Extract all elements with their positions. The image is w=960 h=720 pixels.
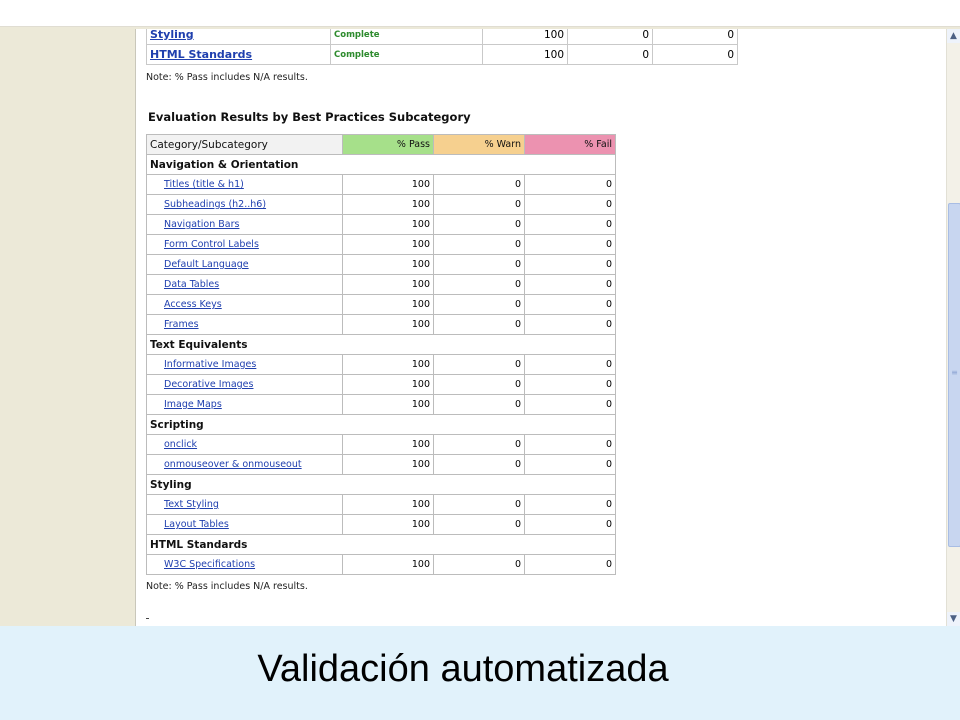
warn-value: 0 <box>434 235 525 255</box>
warn-value: 0 <box>434 435 525 455</box>
summary-category-cell <box>147 29 331 45</box>
subcategory-cell <box>147 175 343 195</box>
category-label: Text Equivalents <box>147 335 616 355</box>
report-content <box>136 29 946 626</box>
subcategory-cell <box>147 395 343 415</box>
fail-value: 0 <box>525 255 616 275</box>
pass-value: 100 <box>343 315 434 335</box>
scroll-down-arrow-icon[interactable]: ▼ <box>947 612 960 626</box>
pass-value: 100 <box>343 175 434 195</box>
header-warn: % Warn <box>434 135 525 155</box>
vertical-scrollbar[interactable] <box>946 29 960 626</box>
subcategory-cell <box>147 355 343 375</box>
pass-value: 100 <box>343 275 434 295</box>
fail-value: 0 <box>525 275 616 295</box>
fail-value: 0 <box>525 355 616 375</box>
subcategory-link[interactable]: Text Styling <box>164 499 219 510</box>
table-row <box>147 455 616 475</box>
section-heading: Evaluation Results by Best Practices Subcategory <box>148 110 471 124</box>
fail-value: 0 <box>525 195 616 215</box>
subcategory-cell <box>147 215 343 235</box>
warn-value: 0 <box>434 395 525 415</box>
warn-value: 0 <box>434 195 525 215</box>
pass-value: 100 <box>343 235 434 255</box>
subcategory-link[interactable]: Titles (title & h1) <box>164 179 244 190</box>
fail-value: 0 <box>525 495 616 515</box>
subcategory-link[interactable]: Informative Images <box>164 359 257 370</box>
fail-value: 0 <box>525 295 616 315</box>
subcategory-cell <box>147 515 343 535</box>
scroll-grip-icon: ≡ <box>951 368 958 377</box>
slide-caption-band <box>0 626 960 720</box>
pass-note: Note: % Pass includes N/A results. <box>146 72 308 83</box>
summary-row <box>147 29 738 45</box>
pass-value: 100 <box>343 195 434 215</box>
category-row <box>147 475 616 495</box>
category-label: Scripting <box>147 415 616 435</box>
subcategory-link[interactable]: Data Tables <box>164 279 220 290</box>
fail-value: 0 <box>525 315 616 335</box>
subcategory-cell <box>147 555 343 575</box>
pass-value: 100 <box>343 215 434 235</box>
slide-caption: Validación automatizada <box>257 648 669 690</box>
warn-value: 0 <box>434 375 525 395</box>
subcategory-cell <box>147 435 343 455</box>
category-row <box>147 335 616 355</box>
category-row <box>147 155 616 175</box>
table-row <box>147 215 616 235</box>
fail-value: 0 <box>525 235 616 255</box>
warn-value: 0 <box>434 555 525 575</box>
subcategory-link[interactable]: Access Keys <box>164 299 222 310</box>
summary-fail-value: 0 <box>653 29 738 45</box>
pass-value: 100 <box>343 515 434 535</box>
warn-value: 0 <box>434 515 525 535</box>
pass-value: 100 <box>343 435 434 455</box>
summary-table <box>146 29 738 65</box>
summary-row <box>147 45 738 65</box>
pass-value: 100 <box>343 495 434 515</box>
fail-value: 0 <box>525 515 616 535</box>
subcategory-link[interactable]: Layout Tables <box>164 519 229 530</box>
subcategory-link[interactable]: Subheadings (h2..h6) <box>164 199 267 210</box>
subcategory-cell <box>147 295 343 315</box>
warn-value: 0 <box>434 455 525 475</box>
table-row <box>147 235 616 255</box>
left-frame <box>0 29 136 626</box>
results-table <box>146 134 616 575</box>
category-row <box>147 535 616 555</box>
subcategory-cell <box>147 255 343 275</box>
warn-value: 0 <box>434 215 525 235</box>
table-row <box>147 495 616 515</box>
subcategory-link[interactable]: onmouseover & onmouseout <box>164 459 302 470</box>
table-row <box>147 295 616 315</box>
table-row <box>147 315 616 335</box>
subcategory-cell <box>147 495 343 515</box>
pass-value: 100 <box>343 375 434 395</box>
subcategory-cell <box>147 195 343 215</box>
warn-value: 0 <box>434 275 525 295</box>
category-label: Navigation & Orientation <box>147 155 616 175</box>
fail-value: 0 <box>525 395 616 415</box>
warn-value: 0 <box>434 175 525 195</box>
pass-note-bottom: Note: % Pass includes N/A results. <box>146 581 308 592</box>
summary-category-link[interactable]: HTML Standards <box>150 48 253 61</box>
table-row <box>147 375 616 395</box>
pass-value: 100 <box>343 295 434 315</box>
subcategory-link[interactable]: Image Maps <box>164 399 222 410</box>
table-header-row <box>147 135 616 155</box>
summary-warn-value: 0 <box>568 45 653 65</box>
pass-value: 100 <box>343 255 434 275</box>
warn-value: 0 <box>434 495 525 515</box>
table-row <box>147 255 616 275</box>
fail-value: 0 <box>525 455 616 475</box>
table-row <box>147 555 616 575</box>
category-label: Styling <box>147 475 616 495</box>
warn-value: 0 <box>434 255 525 275</box>
subcategory-link[interactable]: Frames <box>164 319 199 330</box>
table-row <box>147 395 616 415</box>
table-row <box>147 435 616 455</box>
subcategory-link[interactable]: Navigation Bars <box>164 219 240 230</box>
warn-value: 0 <box>434 355 525 375</box>
subcategory-link[interactable]: onclick <box>164 439 198 450</box>
subcategory-cell <box>147 455 343 475</box>
fail-value: 0 <box>525 175 616 195</box>
category-row <box>147 415 616 435</box>
subcategory-cell <box>147 315 343 335</box>
pass-value: 100 <box>343 395 434 415</box>
toolbar-strip <box>0 0 960 27</box>
scroll-up-arrow-icon[interactable]: ▲ <box>947 29 960 43</box>
table-row <box>147 175 616 195</box>
fail-value: 0 <box>525 435 616 455</box>
subcategory-link[interactable]: Default Language <box>164 259 249 270</box>
status-badge: Complete <box>331 45 483 65</box>
subcategory-cell <box>147 235 343 255</box>
header-category: Category/Subcategory <box>147 135 343 155</box>
fail-value: 0 <box>525 375 616 395</box>
header-fail: % Fail <box>525 135 616 155</box>
warn-value: 0 <box>434 315 525 335</box>
scroll-thumb[interactable] <box>948 203 960 547</box>
summary-pass-value: 100 <box>483 29 568 45</box>
warn-value: 0 <box>434 295 525 315</box>
pass-value: 100 <box>343 555 434 575</box>
summary-pass-value: 100 <box>483 45 568 65</box>
summary-category-cell <box>147 45 331 65</box>
subcategory-link[interactable]: Decorative Images <box>164 379 254 390</box>
table-row <box>147 515 616 535</box>
subcategory-cell <box>147 275 343 295</box>
subcategory-cell <box>147 375 343 395</box>
subcategory-link[interactable]: Form Control Labels <box>164 239 259 250</box>
table-row <box>147 275 616 295</box>
table-row <box>147 355 616 375</box>
pass-value: 100 <box>343 355 434 375</box>
table-row <box>147 195 616 215</box>
category-label: HTML Standards <box>147 535 616 555</box>
fail-value: 0 <box>525 555 616 575</box>
page-continuation-mark <box>146 618 149 619</box>
status-badge: Complete <box>331 29 483 45</box>
header-pass: % Pass <box>343 135 434 155</box>
pass-value: 100 <box>343 455 434 475</box>
summary-category-link[interactable]: Styling <box>150 29 194 41</box>
summary-warn-value: 0 <box>568 29 653 45</box>
summary-fail-value: 0 <box>653 45 738 65</box>
fail-value: 0 <box>525 215 616 235</box>
subcategory-link[interactable]: W3C Specifications <box>164 559 256 570</box>
